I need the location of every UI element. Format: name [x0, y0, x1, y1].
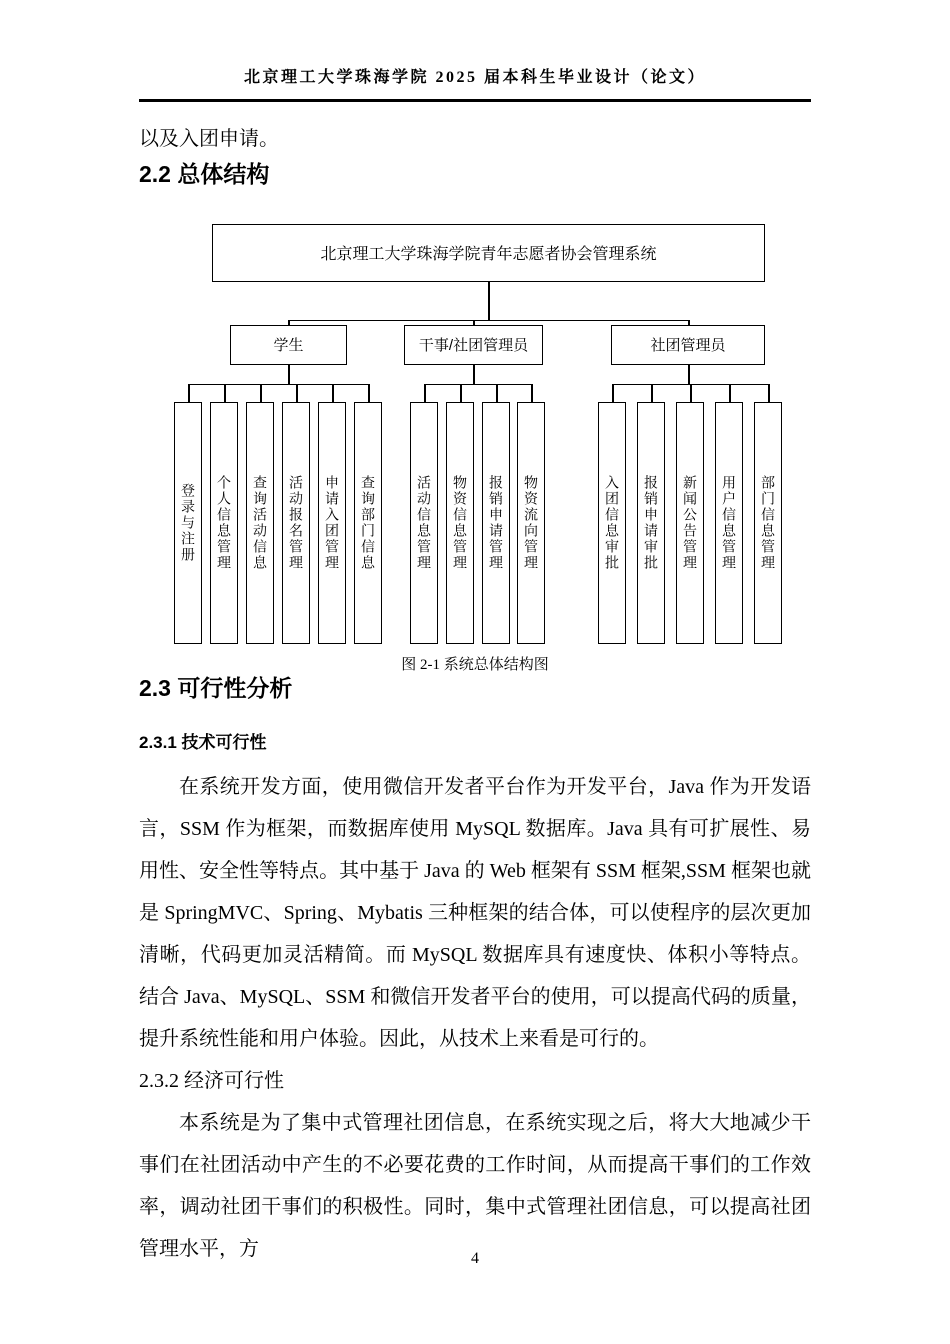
- diagram-group-box-club-admin: [611, 325, 765, 365]
- group2-connector-line: [424, 384, 533, 386]
- paragraph-2-3-2: 本系统是为了集中式管理社团信息，在系统实现之后，将大大地减少干事们在社团活动中产生的不必要花费的工作时间，从而提高干事们的工作效率，调动社团干事们的积极性。同时，集中式管理社团信息，可以提高社团管理水平，方: [139, 1111, 811, 1260]
- diagram-leaf-box: [754, 402, 782, 644]
- page-header-title: 北京理工大学珠海学院 2025 届本科生毕业设计（论文）: [243, 69, 706, 86]
- diagram-leaf-box: [354, 402, 382, 644]
- paragraph-intro: 以及入团申请。: [139, 127, 279, 150]
- paragraph-2-3-1: 在系统开发方面，使用微信开发者平台作为开发平台，Java 作为开发语言，SSM 作为框架，而数据库使用 MySQL 数据库。Java 具有可扩展性、易用性、安全性等特点。其中基于 Java 的 Web 框架有 SSM 框架,SSM 框架也就是 SpringMVC、Spring、Mybatis 三种框架的结合体，可以使程序的层次更加清晰，代码更加灵活精简。而 MySQL 数据库具有速度快、体积小等特点。结合 Java、MySQL、SSM 和微信开发者平台的使用，可以提高代码的质量，提升系统性能和用户体验。因此，从技术上来看是可行的。: [139, 775, 811, 1050]
- diagram-leaf-box: [446, 402, 474, 644]
- leaf-stub-line: [368, 384, 370, 402]
- diagram-leaf-box: [676, 402, 704, 644]
- diagram-leaf-box: [174, 402, 202, 644]
- diagram-leaf-label: 查询活动信息: [252, 474, 268, 571]
- group2-down-line: [473, 365, 475, 384]
- group3-down-line: [688, 365, 690, 384]
- diagram-leaf-label: 报销申请管理: [488, 474, 504, 571]
- leaf-stub-line: [690, 384, 692, 402]
- diagram-leaf-label: 入团信息审批: [604, 474, 620, 571]
- diagram-leaf-label: 用户信息管理: [721, 474, 737, 571]
- heading-section-2-2: 2.2 总体结构: [139, 160, 270, 187]
- diagram-root-box: [212, 224, 765, 282]
- diagram-leaf-label: 部门信息管理: [760, 474, 776, 571]
- leaf-stub-line: [729, 384, 731, 402]
- diagram-leaf-box: [715, 402, 743, 644]
- group1-connector-line: [188, 384, 370, 386]
- system-structure-diagram: [0, 224, 950, 648]
- diagram-leaf-box: [210, 402, 238, 644]
- leaf-stub-line: [224, 384, 226, 402]
- diagram-leaf-label: 活动信息管理: [416, 474, 432, 571]
- diagram-leaf-label: 申请入团管理: [324, 474, 340, 571]
- heading-section-2-3: 2.3 可行性分析: [139, 674, 293, 701]
- leaf-stub-line: [296, 384, 298, 402]
- diagram-leaf-box: [282, 402, 310, 644]
- diagram-leaf-box: [318, 402, 346, 644]
- diagram-leaf-box: [517, 402, 545, 644]
- diagram-leaf-label: 物资流向管理: [523, 474, 539, 571]
- diagram-leaf-label: 查询部门信息: [360, 474, 376, 571]
- leaf-stub-line: [768, 384, 770, 402]
- figure-caption: 图 2-1 系统总体结构图: [401, 656, 549, 673]
- leaf-stub-line: [612, 384, 614, 402]
- level1-connector-line: [288, 320, 690, 322]
- leaf-stub-line: [424, 384, 426, 402]
- diagram-leaf-label: 物资信息管理: [452, 474, 468, 571]
- leaf-stub-line: [531, 384, 533, 402]
- heading-section-2-3-1: 2.3.1 技术可行性: [139, 732, 267, 752]
- leaf-stub-line: [332, 384, 334, 402]
- trunk-line: [488, 282, 490, 320]
- leaf-stub-line: [496, 384, 498, 402]
- diagram-group-label: 社团管理员: [650, 337, 726, 354]
- diagram-leaf-label: 个人信息管理: [216, 474, 232, 571]
- diagram-leaf-box: [598, 402, 626, 644]
- diagram-leaf-box: [637, 402, 665, 644]
- header-rule: [139, 99, 811, 102]
- diagram-leaf-label: 报销申请审批: [643, 474, 659, 571]
- diagram-leaf-box: [246, 402, 274, 644]
- leaf-stub-line: [260, 384, 262, 402]
- diagram-leaf-label: 登录与注册: [180, 482, 196, 563]
- page-number: 4: [471, 1250, 479, 1267]
- diagram-group-label: 干事/社团管理员: [418, 337, 529, 354]
- leaf-stub-line: [188, 384, 190, 402]
- diagram-leaf-box: [482, 402, 510, 644]
- diagram-group-box-students: [230, 325, 347, 365]
- group1-down-line: [288, 365, 290, 384]
- diagram-root-label: 北京理工大学珠海学院青年志愿者协会管理系统: [320, 246, 657, 263]
- diagram-leaf-box: [410, 402, 438, 644]
- leaf-stub-line: [460, 384, 462, 402]
- heading-section-2-3-2: 2.3.2 经济可行性: [139, 1069, 284, 1092]
- diagram-leaf-label: 新闻公告管理: [682, 474, 698, 571]
- diagram-leaf-label: 活动报名管理: [288, 474, 304, 571]
- diagram-group-box-officers: [404, 325, 543, 365]
- leaf-stub-line: [651, 384, 653, 402]
- diagram-group-label: 学生: [273, 337, 304, 354]
